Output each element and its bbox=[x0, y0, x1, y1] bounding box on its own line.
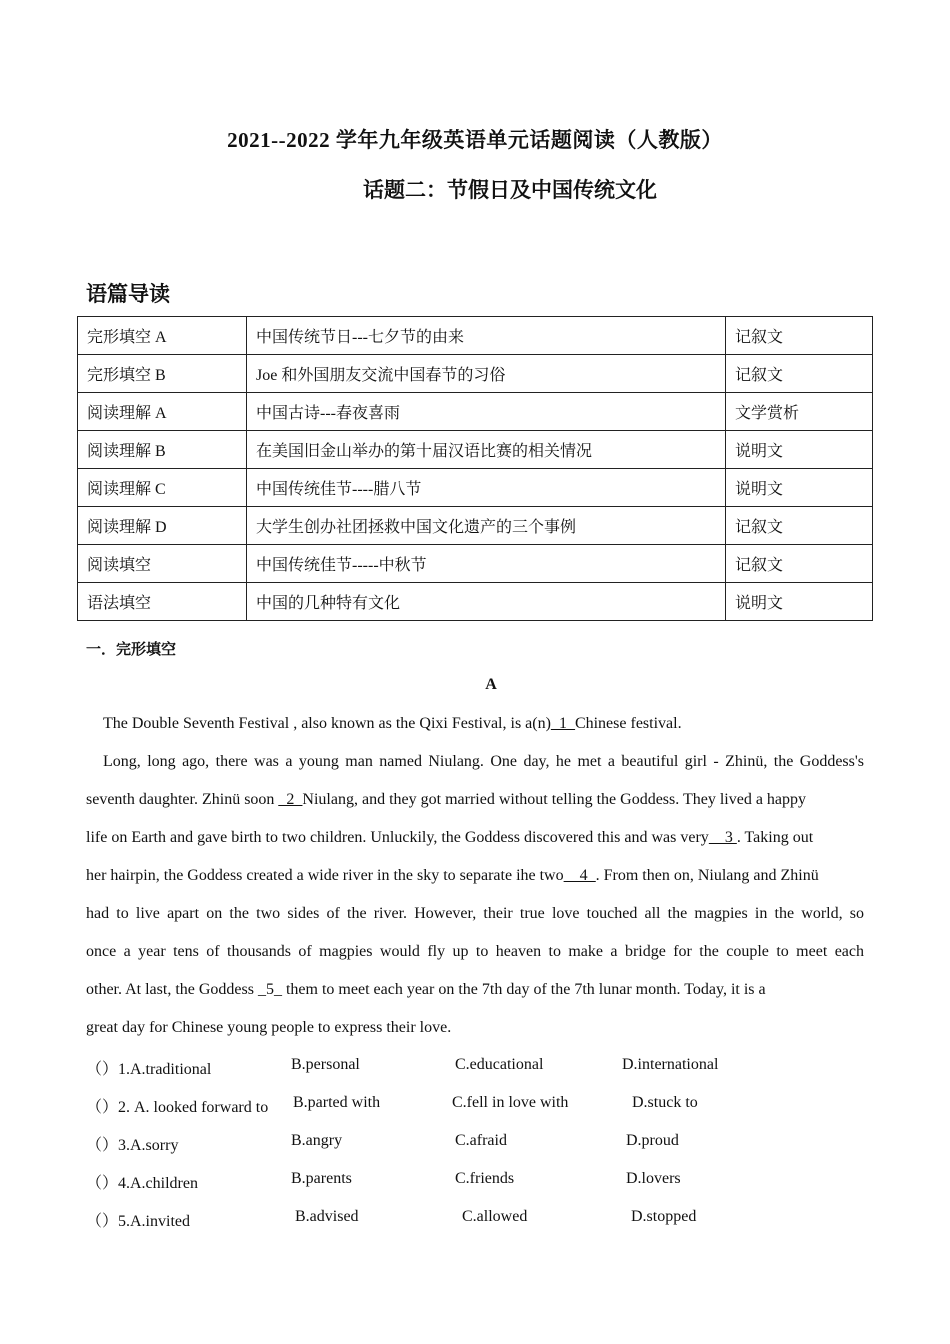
passage-line bbox=[86, 866, 864, 886]
question-number: （）4.A.children bbox=[86, 1175, 198, 1192]
option-d: D.international bbox=[622, 1056, 719, 1073]
guide-content-cell: 中国传统节日---七夕节的由来 bbox=[247, 317, 726, 355]
option-c: C.fell in love with bbox=[452, 1094, 569, 1111]
option-c: C.allowed bbox=[462, 1208, 528, 1225]
document-subtitle: 话题二：节假日及中国传统文化 bbox=[363, 178, 657, 202]
option-d: D.lovers bbox=[626, 1170, 681, 1187]
guide-content-cell: 中国古诗---春夜喜雨 bbox=[247, 393, 726, 431]
guide-content-cell: Joe 和外国朋友交流中国春节的习俗 bbox=[247, 355, 726, 393]
guide-type-cell: 阅读填空 bbox=[78, 545, 247, 583]
table-row bbox=[78, 317, 873, 355]
passage-text: great day for Chinese young people to express their love. bbox=[86, 1019, 452, 1036]
guide-content-cell: 在美国旧金山举办的第十届汉语比赛的相关情况 bbox=[247, 431, 726, 469]
option-d: D.stuck to bbox=[632, 1094, 698, 1111]
guide-type-cell: 阅读理解 C bbox=[78, 469, 247, 507]
passage-text: once a year tens of thousands of magpies would fly up to heaven to make a bridge for the couple to meet each bbox=[86, 943, 864, 960]
blank-3: 3 bbox=[708, 829, 737, 846]
passage-line bbox=[103, 752, 864, 772]
passage-text: other. At last, the Goddess _5_ them to meet each year on the 7th day of the 7th lunar month. Today, it is a bbox=[86, 981, 766, 998]
passage-line bbox=[86, 790, 864, 810]
blank-1: _1_ bbox=[550, 715, 575, 732]
passage-text: her hairpin, the Goddess created a wide river in the sky to separate ihe two bbox=[86, 867, 564, 884]
option-b: B.personal bbox=[291, 1056, 360, 1073]
option-b: B.angry bbox=[291, 1132, 343, 1149]
guide-content-cell: 大学生创办社团拯救中国文化遗产的三个事例 bbox=[247, 507, 726, 545]
guide-genre-cell: 记叙文 bbox=[726, 507, 873, 545]
passage-text: seventh daughter. Zhinü soon bbox=[86, 791, 279, 808]
guide-content-cell: 中国传统佳节----腊八节 bbox=[247, 469, 726, 507]
part-heading: 一．完形填空 bbox=[86, 640, 177, 658]
passage-text: Chinese festival. bbox=[574, 715, 682, 732]
table-row bbox=[78, 469, 873, 507]
question-number: （）1.A.traditional bbox=[86, 1061, 212, 1078]
passage-text: life on Earth and gave birth to two children. Unluckily, the Goddess discovered this and was very bbox=[86, 829, 709, 846]
table-row bbox=[78, 583, 873, 621]
table-row bbox=[78, 355, 873, 393]
passage-text: . Taking out bbox=[736, 829, 814, 846]
passage-text: The Double Seventh Festival , also known as the Qixi Festival, is a(n) bbox=[103, 715, 551, 732]
passage-line bbox=[103, 714, 881, 734]
guide-genre-cell: 说明文 bbox=[726, 583, 873, 621]
guide-type-cell: 完形填空 B bbox=[78, 355, 247, 393]
option-c: C.afraid bbox=[455, 1132, 507, 1149]
passage-text: Niulang, and they got married without telling the Goddess. They lived a happy bbox=[302, 791, 807, 808]
option-b: B.advised bbox=[295, 1208, 359, 1225]
guide-type-cell: 完形填空 A bbox=[78, 317, 247, 355]
guide-heading: 语篇导读 bbox=[86, 282, 170, 306]
guide-genre-cell: 记叙文 bbox=[726, 545, 873, 583]
passage-line bbox=[86, 828, 864, 848]
option-d: D.stopped bbox=[631, 1208, 697, 1225]
option-b: B.parents bbox=[291, 1170, 352, 1187]
option-c: C.educational bbox=[455, 1056, 544, 1073]
guide-table bbox=[77, 316, 873, 621]
passage-text: . From then on, Niulang and Zhinü bbox=[595, 867, 819, 884]
table-row bbox=[78, 545, 873, 583]
guide-genre-cell: 记叙文 bbox=[726, 355, 873, 393]
passage-text: had to live apart on the two sides of the river. However, their true love touched all the magpies in the world, so bbox=[86, 905, 864, 922]
guide-content-cell: 中国传统佳节-----中秋节 bbox=[247, 545, 726, 583]
passage-text: Long, long ago, there was a young man named Niulang. One day, he met a beautiful girl - Zhinü, the Goddess's bbox=[103, 753, 864, 770]
question-number: （）2. A. looked forward to bbox=[86, 1099, 269, 1116]
blank-2: _2_ bbox=[278, 791, 303, 808]
option-c: C.friends bbox=[455, 1170, 515, 1187]
table-row bbox=[78, 393, 873, 431]
question-number: （）3.A.sorry bbox=[86, 1137, 179, 1154]
option-b: B.parted with bbox=[293, 1094, 381, 1111]
guide-content-cell: 中国的几种特有文化 bbox=[247, 583, 726, 621]
blank-4: 4_ bbox=[563, 867, 596, 884]
table-row bbox=[78, 431, 873, 469]
option-d: D.proud bbox=[626, 1132, 679, 1149]
table-row bbox=[78, 507, 873, 545]
guide-type-cell: 阅读理解 A bbox=[78, 393, 247, 431]
question-number: （）5.A.invited bbox=[86, 1213, 190, 1230]
guide-genre-cell: 文学赏析 bbox=[726, 393, 873, 431]
document-title: 2021--2022 学年九年级英语单元话题阅读（人教版） bbox=[227, 128, 723, 152]
guide-type-cell: 阅读理解 D bbox=[78, 507, 247, 545]
guide-type-cell: 语法填空 bbox=[78, 583, 247, 621]
guide-type-cell: 阅读理解 B bbox=[78, 431, 247, 469]
passage-letter: A bbox=[485, 676, 497, 693]
guide-genre-cell: 说明文 bbox=[726, 469, 873, 507]
guide-genre-cell: 记叙文 bbox=[726, 317, 873, 355]
guide-genre-cell: 说明文 bbox=[726, 431, 873, 469]
